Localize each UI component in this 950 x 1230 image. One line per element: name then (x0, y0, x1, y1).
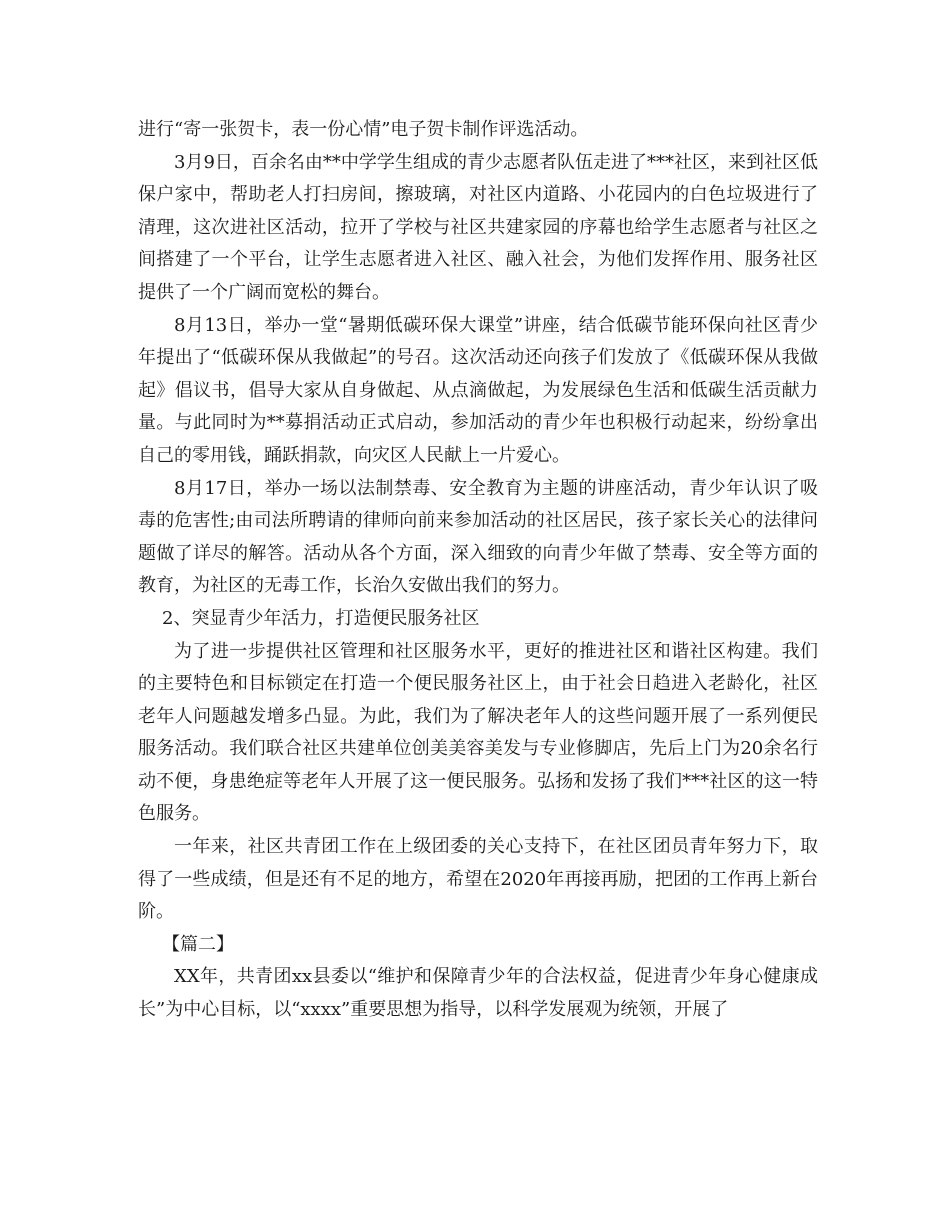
paragraph-part-two-intro: XX年，共青团xx县委以“维护和保障青少年的合法权益，促进青少年身心健康成长”为中心目标，以“xxxx”重要思想为指导，以科学发展观为统领，开展了 (138, 966, 818, 1021)
section-heading: 2、突显青少年活力，打造便民服务社区 (162, 607, 480, 629)
document-body (138, 114, 818, 1027)
paragraph-convenience-service: 为了进一步提供社区管理和社区服务水平，更好的推进社区和谐社区构建。我们的主要特色和目标锁定在打造一个便民服务社区上，由于社会日趋进入老龄化，社区老年人问题越发增多凸显。为此，我们为了解决老年人的这些问题开展了一系列便民服务活动。我们联合社区共建单位创美美容美发与专业修脚店，先后上门为20余名行动不便，身患绝症等老年人开展了这一便民服务。弘扬和发扬了我们***社区的这一特色服务。 (138, 640, 818, 825)
paragraph-year-summary: 一年来，社区共青团工作在上级团委的关心支持下，在社区团员青年努力下，取得了一些成绩，但是还有不足的地方，希望在2020年再接再励，把团的工作再上新台阶。 (138, 836, 818, 923)
paragraph-march-9: 3月9日，百余名由**中学学生组成的青少志愿者队伍走进了***社区，来到社区低保户家中，帮助老人打扫房间，擦玻璃，对社区内道路、小花园内的白色垃圾进行了清理，这次进社区活动，拉开了学校与社区共建家园的序幕也给学生志愿者与社区之间搭建了一个平台，让学生志愿者进入社区、融入社会，为他们发挥作用、服务社区提供了一个广阔而宽松的舞台。 (138, 151, 818, 303)
part-two-heading: 【篇二】 (162, 933, 234, 955)
paragraph-continuation: 进行“寄一张贺卡，表一份心情”电子贺卡制作评选活动。 (138, 119, 589, 140)
paragraph-august-13: 8月13日，举办一堂“暑期低碳环保大课堂”讲座，结合低碳节能环保向社区青少年提出了“低碳环保从我做起”的号召。这次活动还向孩子们发放了《低碳环保从我做起》倡议书，倡导大家从自身做起、从点滴做起，为发展绿色生活和低碳生活贡献力量。与此同时为**募捐活动正式启动，参加活动的青少年也积极行动起来，纷纷拿出自己的零用钱，踊跃捐款，向灾区人民献上一片爱心。 (138, 314, 818, 466)
paragraph-august-17: 8月17日，举办一场以法制禁毒、安全教育为主题的讲座活动，青少年认识了吸毒的危害性;由司法所聘请的律师向前来参加活动的社区居民，孩子家长关心的法律问题做了详尽的解答。活动从各个方面，深入细致的向青少年做了禁毒、安全等方面的教育，为社区的无毒工作，长治久安做出我们的努力。 (138, 477, 818, 597)
